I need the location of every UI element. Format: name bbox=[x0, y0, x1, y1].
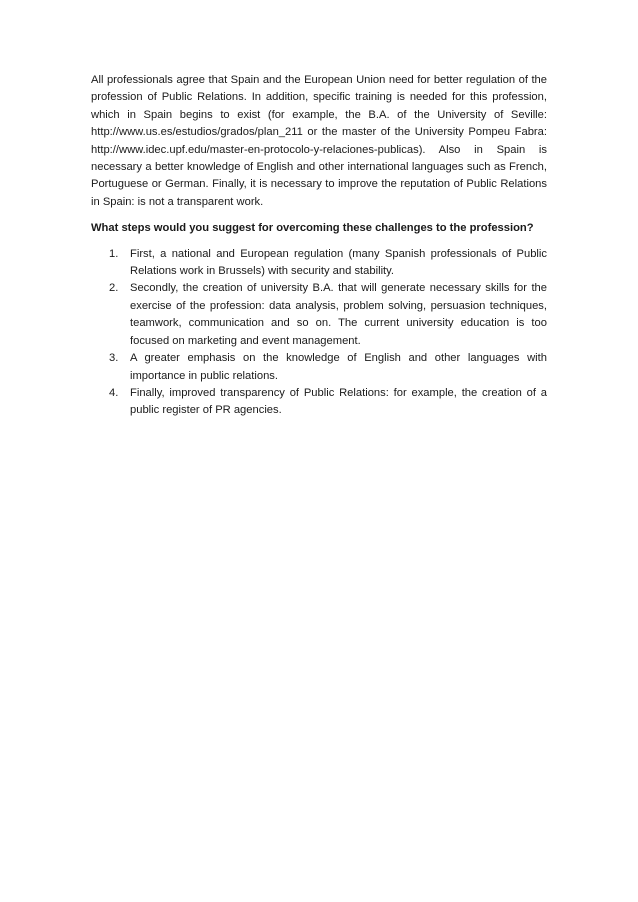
steps-list bbox=[91, 246, 547, 420]
list-item-text: First, a national and European regulation (many Spanish professionals of Public Relations work in Brussels) with security and stability. bbox=[130, 247, 547, 278]
list-item bbox=[109, 280, 547, 350]
list-item-number: 4. bbox=[109, 386, 119, 399]
list-item bbox=[109, 246, 547, 281]
list-item-number: 3. bbox=[109, 352, 119, 365]
list-item-number: 1. bbox=[109, 247, 119, 260]
list-item-text: Secondly, the creation of university B.A. that will generate necessary skills for the exercise of the profession: data analysis, problem solving, persuasion techniques, teamwork, communication and so on. The current university education is too focused on marketing and event management. bbox=[130, 282, 547, 347]
list-item bbox=[109, 385, 547, 420]
list-item-text: Finally, improved transparency of Public Relations: for example, the creation of a public register of PR agencies. bbox=[130, 386, 547, 417]
list-item-text: A greater emphasis on the knowledge of English and other languages with importance in public relations. bbox=[130, 352, 547, 382]
list-item bbox=[109, 350, 547, 385]
question-heading: What steps would you suggest for overcoming these challenges to the profession? bbox=[91, 222, 534, 235]
list-item-number: 2. bbox=[109, 282, 119, 295]
intro-paragraph: All professionals agree that Spain and the European Union need for better regulation of the profession of Public Relations. In addition, specific training is needed for this profession, which in Spain begins to exist (for example, the B.A. of the University of Seville: http://www.us.es/estudios/grados/plan_211 or the master of the University Pompeu Fabra: http://www.idec.upf.edu/master-en-protocolo-y-relaciones-publicas). Also in Spain is necessary a better knowledge of English and other international languages such as French, Portuguese or German. Finally, it is necessary to improve the reputation of Public Relations in Spain: is not a transparent work. bbox=[91, 74, 547, 208]
